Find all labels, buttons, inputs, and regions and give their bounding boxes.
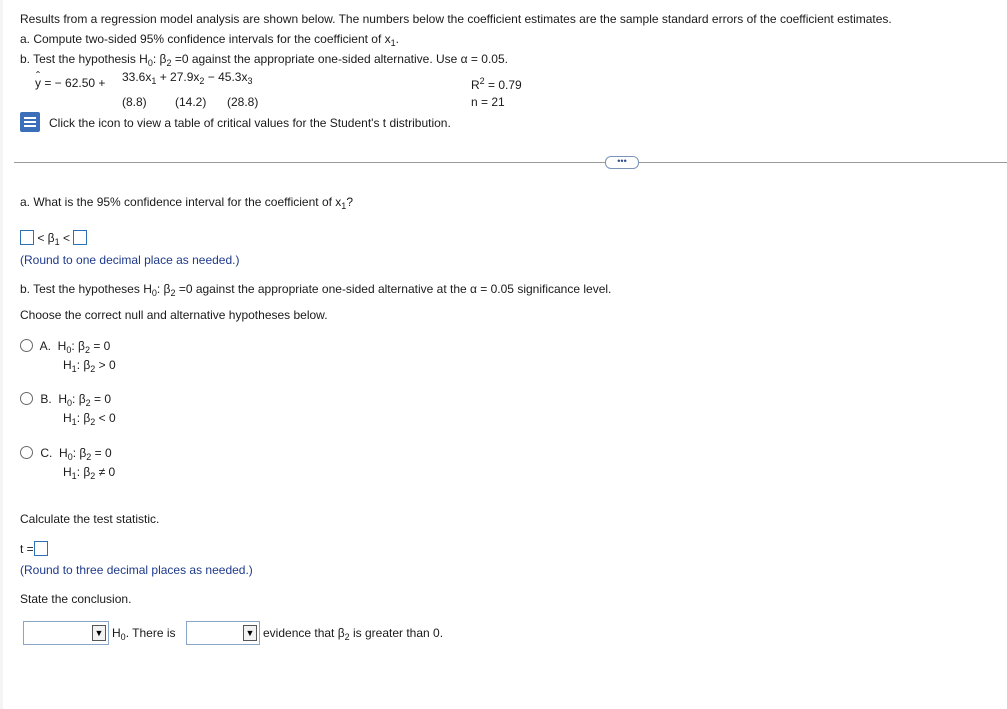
se-1: (8.8) <box>122 95 147 109</box>
table-icon[interactable] <box>20 112 40 132</box>
regression-terms: $33.6x_1 + 27.9x_2 - 45.3x_3$ <box>122 70 253 86</box>
option-b-radio[interactable] <box>20 392 33 405</box>
option-b[interactable]: B. $H_0$: $\beta_2 = 0$ <box>20 392 111 408</box>
chevron-down-icon: ▼ <box>243 625 257 641</box>
evidence-dropdown[interactable] <box>186 621 260 645</box>
se-3: (28.8) <box>227 95 259 109</box>
round-note-t: (Round to three decimal places as needed.) <box>20 563 253 577</box>
t-answer-row: t = <box>20 541 48 556</box>
part-b-instruction: b. Test the hypothesis $H_0$: $\beta_2 =0$ against the appropriate one-sided alternative. Use α = 0.05. <box>20 52 508 68</box>
se-2: (14.2) <box>175 95 207 109</box>
conclusion-end: evidence that $\beta_2$ is greater than 0. <box>263 626 444 642</box>
more-button[interactable]: ••• <box>605 156 639 169</box>
r-squared: $R^2 = 0.79$ <box>471 76 522 92</box>
choose-text: Choose the correct null and alternative hypotheses below. <box>20 308 328 322</box>
option-c[interactable]: C. $H_0$: $\beta_2 = 0$ <box>20 446 112 462</box>
t-stat-input[interactable] <box>34 541 48 556</box>
ci-upper-input[interactable] <box>73 230 87 245</box>
part-a-instruction: a. Compute two-sided 95% confidence intervals for the coefficient of $x_1$. <box>20 32 400 48</box>
part-a-question: a. What is the 95% confidence interval for the coefficient of $x_1$? <box>20 195 353 211</box>
option-a-radio[interactable] <box>20 339 33 352</box>
option-a[interactable]: A. $H_0$: $\beta_2 = 0$ <box>20 339 110 355</box>
option-c-h1: $H_1$: $\beta_2 \ne 0$ <box>63 465 116 481</box>
option-a-h1: $H_1$: $\beta_2 > 0$ <box>63 358 116 374</box>
round-note-a: (Round to one decimal place as needed.) <box>20 253 240 267</box>
sample-size: n = 21 <box>471 95 505 109</box>
section-divider <box>14 162 1007 163</box>
ci-lower-input[interactable] <box>20 230 34 245</box>
state-text: State the conclusion. <box>20 592 132 606</box>
option-b-h1: $H_1$: $\beta_2 < 0$ <box>63 411 116 427</box>
ci-answer-row: < $\beta_1$ < <box>20 230 87 247</box>
intro-text: Results from a regression model analysis are shown below. The numbers below the coefficient estimates are the sample standard errors of the coefficient estimates. <box>20 12 892 26</box>
option-c-radio[interactable] <box>20 446 33 459</box>
part-b-question: b. Test the hypotheses $H_0$: $\beta_2 =0$ against the appropriate one-sided alternative at the α = 0.05 significance level. <box>20 282 612 298</box>
decision-dropdown[interactable] <box>23 621 109 645</box>
calc-text: Calculate the test statistic. <box>20 512 160 526</box>
left-gutter <box>0 0 3 709</box>
chevron-down-icon: ▼ <box>92 625 106 641</box>
regression-equation: ˆ y = − 62.50 + <box>35 76 105 90</box>
table-link-text[interactable]: Click the icon to view a table of critical values for the Student's t distribution. <box>49 116 451 130</box>
conclusion-h0: $H_0$. There is <box>112 626 176 642</box>
